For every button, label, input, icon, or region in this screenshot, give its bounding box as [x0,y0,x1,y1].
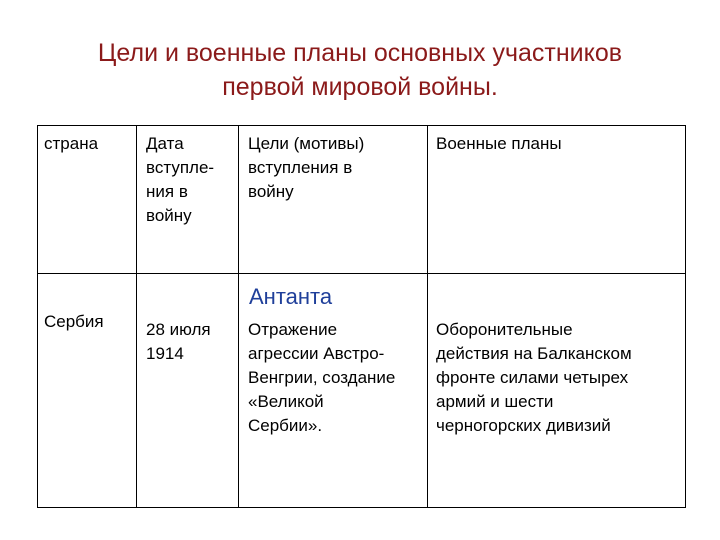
header-date-line-2: вступле- [146,158,215,177]
group-label-entente: Антанта [249,284,333,309]
title-line-1: Цели и военные планы основных участников [97,39,623,67]
header-goals [248,132,364,204]
header-date-line-4: войну [146,206,192,225]
row-goals-line-2: агрессии Австро- [248,344,385,363]
header-country: страна [44,134,99,153]
header-goals-line-2: вступления в [248,158,353,177]
row-plans-line-5: черногорских дивизий [436,416,611,435]
row-goals-line-3: Венгрии, создание [248,368,396,387]
row-date [146,318,211,366]
title-line-2: первой мировой войны. [222,73,498,101]
row-goals [248,318,395,438]
header-date-line-1: Дата [146,134,184,153]
row-country: Сербия [44,312,104,331]
row-date-line-2: 1914 [146,344,184,363]
row-date-line-1: 28 июля [146,320,211,339]
header-goals-line-1: Цели (мотивы) [248,134,365,153]
header-plans: Военные планы [436,134,562,153]
row-goals-line-1: Отражение [248,320,338,339]
row-goals-line-4: «Великой [248,392,324,411]
header-date-line-3: ния в [146,182,188,201]
row-plans-line-2: действия на Балканском [436,344,632,363]
row-plans-line-3: фронте силами четырех [436,368,629,387]
row-goals-line-5: Сербии». [248,416,323,435]
row-plans [436,318,632,438]
row-plans-line-1: Оборонительные [436,320,573,339]
header-date [146,132,214,228]
header-goals-line-3: войну [248,182,294,201]
row-plans-line-4: армий и шести [436,392,554,411]
